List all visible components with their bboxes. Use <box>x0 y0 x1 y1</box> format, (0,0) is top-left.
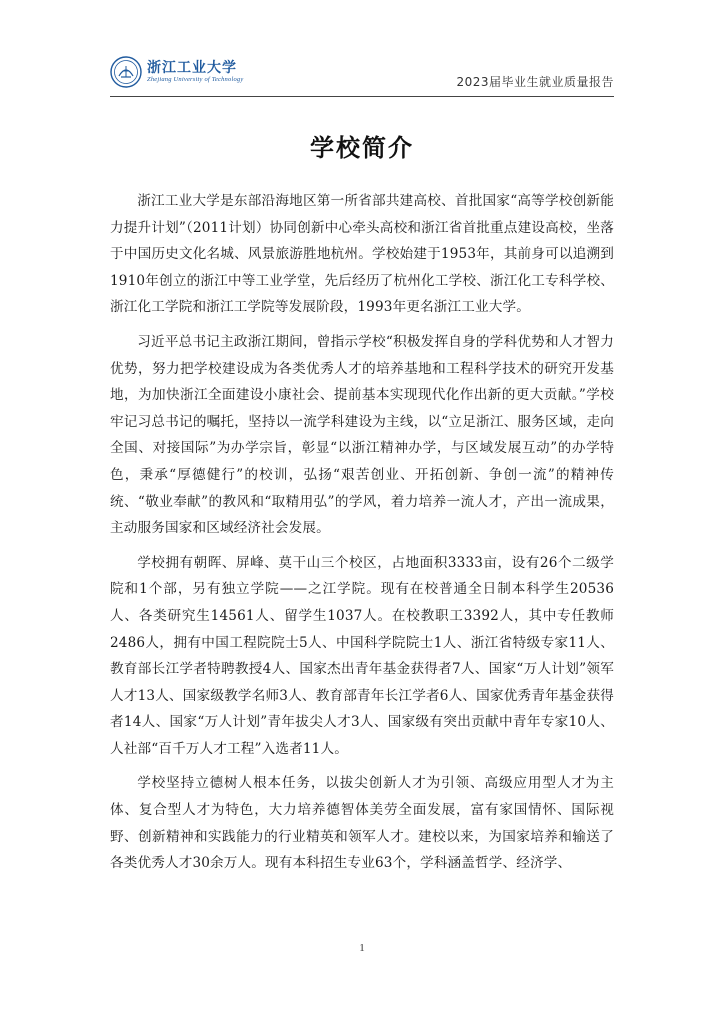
paragraph-mission: 习近平总书记主政浙江期间，曾指示学校“积极发挥自身的学科优势和人才智力优势，努力把学校建设成为各类优秀人才的培养基地和工程科学技术的研究开发基地，为加快浙江全面建设小康社会、提前基本实现现代化作出新的更大贡献。”学校牢记习总书记的嘱托，坚持以一流学科建设为主线，以“立足浙江、服务区域，走向全国、对接国际”为办学宗旨，彰显“以浙江精神办学，与区域发展互动”的办学特色，秉承“厚德健行”的校训，弘扬“艰苦创业、开拓创新、争创一流”的精神传统、“敬业奉献”的教风和“取精用弘”的学风，着力培养一流人才，产出一流成果，主动服务国家和区域经济社会发展。 <box>110 333 614 537</box>
page-header <box>110 50 614 96</box>
paragraph-history: 浙江工业大学是东部沿海地区第一所省部共建高校、首批国家“高等学校创新能力提升计划”（2011计划）协同创新中心牵头高校和浙江省首批重点建设高校，坐落于中国历史文化名城、风景旅游胜地杭州。学校始建于1953年，其前身可以追溯到1910年创立的浙江中等工业学堂，先后经历了杭州化工学校、浙江化工专科学校、浙江化工学院和浙江工学院等发展阶段，1993年更名浙江工业大学。 <box>110 193 614 316</box>
paragraph-campus-faculty: 学校拥有朝晖、屏峰、莫干山三个校区，占地面积3333亩，设有26个二级学院和1个部，另有独立学院——之江学院。现有在校普通全日制本科学生20536人、各类研究生14561人、留学生1037人。在校教职工3392人，其中专任教师2486人，拥有中国工程院院士5人、中国科学院院士1人、浙江省特级专家11人、教育部长江学者特聘教授4人、国家杰出青年基金获得者7人、国家“万人计划”领军人才13人、国家级教学名师3人、教育部青年长江学者6人、国家优秀青年基金获得者14人、国家“万人计划”青年拔尖人才3人、国家级有突出贡献中青年专家10人、人社部“百千万人才工程”入选者11人。 <box>110 554 614 757</box>
university-seal-icon <box>110 56 142 88</box>
paragraph-education: 学校坚持立德树人根本任务，以拔尖创新人才为引领、高级应用型人才为主体、复合型人才为特色，大力培养德智体美劳全面发展，富有家国情怀、国际视野、创新精神和实践能力的行业精英和领军人才。建校以来，为国家培养和输送了各类优秀人才30余万人。现有本科招生专业63个，学科涵盖哲学、经济学、 <box>110 775 614 872</box>
page-number: 1 <box>359 942 365 954</box>
body-text <box>110 188 614 885</box>
logo-english-name: Zhejiang University of Technology <box>147 76 244 83</box>
university-logo <box>110 56 243 88</box>
report-title: 2023届毕业生就业质量报告 <box>456 75 614 89</box>
logo-chinese-name: 浙江工业大学 <box>147 60 237 76</box>
header-divider <box>110 96 614 97</box>
logo-wordmark <box>147 60 243 84</box>
page-title: 学校简介 <box>310 134 414 162</box>
